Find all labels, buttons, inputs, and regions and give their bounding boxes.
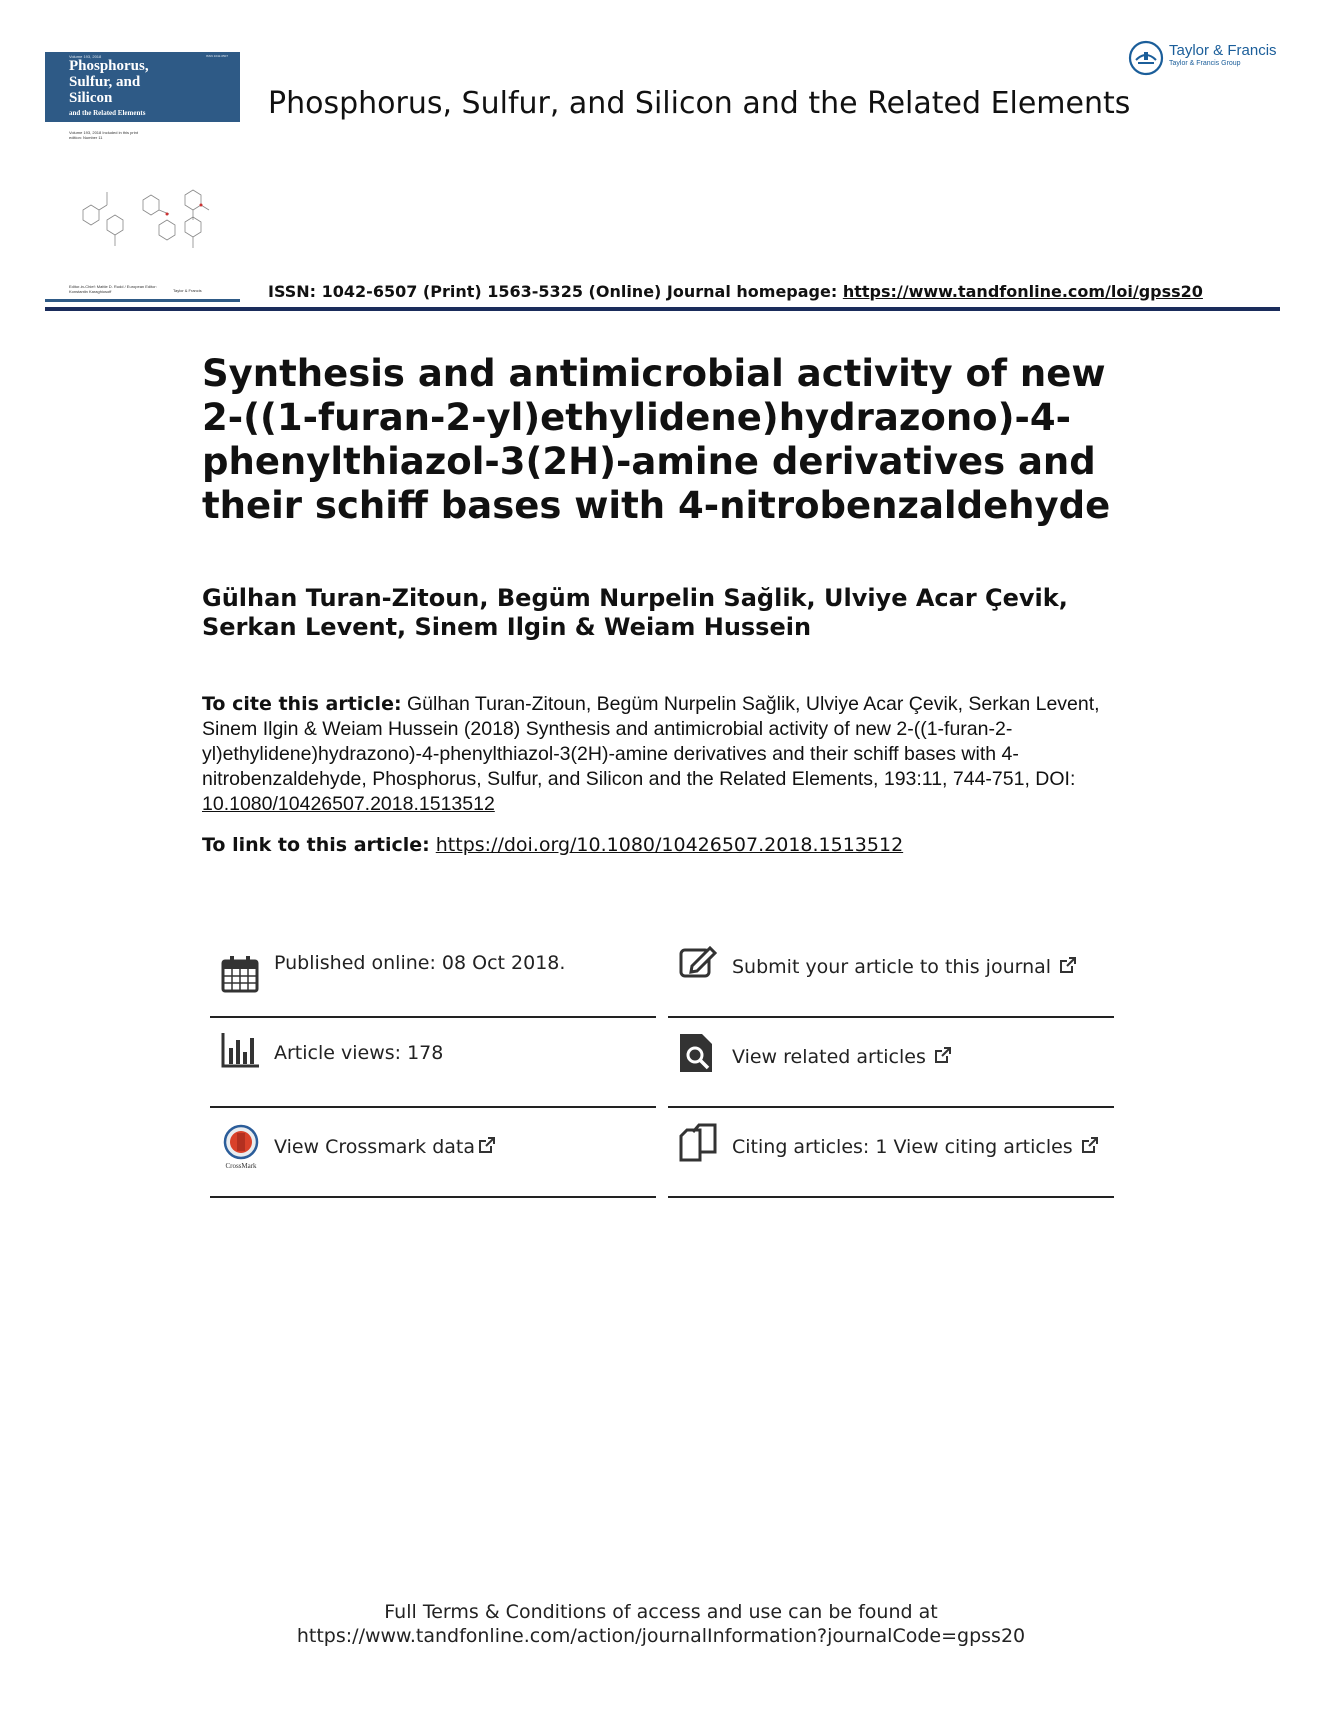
cover-editors: Editor-in-Chief: Mattie D. Rudd / European Editor: Konstantin Karaghiosoff <box>69 284 157 294</box>
external-link-icon <box>1081 1136 1099 1154</box>
divider <box>210 1196 656 1198</box>
terms-line: Full Terms & Conditions of access and use can be found at <box>384 1601 938 1623</box>
divider <box>668 1196 1114 1198</box>
views-text: Article views: 178 <box>274 1042 444 1064</box>
article-link-line <box>202 834 903 856</box>
link-label: To link to this article: <box>202 834 430 856</box>
search-document-icon <box>678 1032 718 1072</box>
cover-bar <box>45 299 240 302</box>
external-link-icon <box>1059 956 1077 974</box>
external-link-icon <box>934 1046 952 1064</box>
submit-link[interactable] <box>732 956 1077 978</box>
cover-title-line: Sulfur, and <box>69 74 141 90</box>
related-cell[interactable] <box>668 1018 1114 1106</box>
related-text: View related articles <box>732 1046 926 1068</box>
bar-chart-icon <box>220 1030 260 1070</box>
taylor-francis-icon <box>1128 40 1164 76</box>
article-doi-url[interactable]: https://doi.org/10.1080/10426507.2018.1513512 <box>435 834 904 856</box>
cover-title <box>69 58 149 106</box>
citing-link[interactable] <box>732 1136 1099 1158</box>
calendar-icon <box>220 954 260 994</box>
citing-text: Citing articles: 1 View citing articles <box>732 1136 1073 1158</box>
header-rule <box>45 307 1280 311</box>
issn-line <box>268 282 1203 301</box>
crossmark-link[interactable] <box>274 1136 496 1158</box>
published-text: Published online: 08 Oct 2018. <box>274 952 566 974</box>
terms-footer <box>0 1600 1322 1648</box>
doi-link[interactable]: 10.1080/10426507.2018.1513512 <box>202 793 495 815</box>
citation-block <box>202 692 1102 817</box>
cover-title-line: Phosphorus, <box>69 58 149 74</box>
cover-volume-block: Volume 193, 2018 Included in this print edition: Number 11 <box>69 130 138 140</box>
publisher-logo[interactable] <box>1128 40 1288 76</box>
crossmark-badge: CrossMark <box>225 1162 257 1170</box>
terms-url[interactable]: https://www.tandfonline.com/action/journalInformation?journalCode=gpss20 <box>296 1625 1026 1647</box>
journal-title: Phosphorus, Sulfur, and Silicon and the Related Elements <box>268 86 1131 121</box>
issn-text: ISSN: 1042-6507 (Print) 1563-5325 (Online) Journal homepage: <box>268 282 843 301</box>
cover-subtitle: and the Related Elements <box>69 109 146 117</box>
submit-cell[interactable] <box>668 928 1114 1016</box>
cover-publisher: Taylor & Francis <box>173 288 202 293</box>
journal-cover <box>45 52 240 302</box>
molecule-illustration <box>73 180 223 260</box>
published-cell <box>210 928 656 1016</box>
cover-title-line: Silicon <box>69 90 113 106</box>
article-authors: Gülhan Turan-Zitoun, Begüm Nurpelin Sağlik, Ulviye Acar Çevik, Serkan Levent, Sinem Ilgin & Weiam Hussein <box>202 584 1068 641</box>
views-cell <box>210 1018 656 1106</box>
related-link[interactable] <box>732 1046 952 1068</box>
external-link-icon <box>478 1136 496 1154</box>
cite-label: To cite this article: <box>202 693 402 715</box>
submit-text: Submit your article to this journal <box>732 956 1052 978</box>
publisher-group: Taylor & Francis Group <box>1169 60 1241 67</box>
publisher-name: Taylor & Francis <box>1169 42 1277 59</box>
citing-cell[interactable] <box>668 1108 1114 1196</box>
journal-homepage-link[interactable]: https://www.tandfonline.com/loi/gpss20 <box>842 282 1203 301</box>
edit-icon <box>678 942 718 982</box>
cover-volume: Volume 193, 2018 <box>69 54 102 59</box>
crossmark-icon <box>220 1124 262 1170</box>
crossmark-cell[interactable] <box>210 1108 656 1196</box>
copy-icon <box>678 1122 718 1162</box>
cite-text: Gülhan Turan-Zitoun, Begüm Nurpelin Sağlik, Ulviye Acar Çevik, Serkan Levent, Sinem Ilgin & Weiam Hussein (2018) Synthesis and antimicrobial activity of new 2-((1-furan-2-yl)ethylidene)hydrazono)-4-phenylthiazol-3(2H)-amine derivatives and their schiff bases with 4-nitrobenzaldehyde, Phosphorus, Sulfur, and Silicon and the Related Elements, 193:11, 744-751, DOI: <box>202 693 1100 790</box>
cover-issn: ISSN 1042-6507 <box>205 54 228 58</box>
article-title: Synthesis and antimicrobial activity of new 2-((1-furan-2-yl)ethylidene)hydrazono)-4-phenylthiazol-3(2H)-amine derivatives and their schiff bases with 4-nitrobenzaldehyde <box>202 352 1111 527</box>
crossmark-text: View Crossmark data <box>274 1136 476 1158</box>
